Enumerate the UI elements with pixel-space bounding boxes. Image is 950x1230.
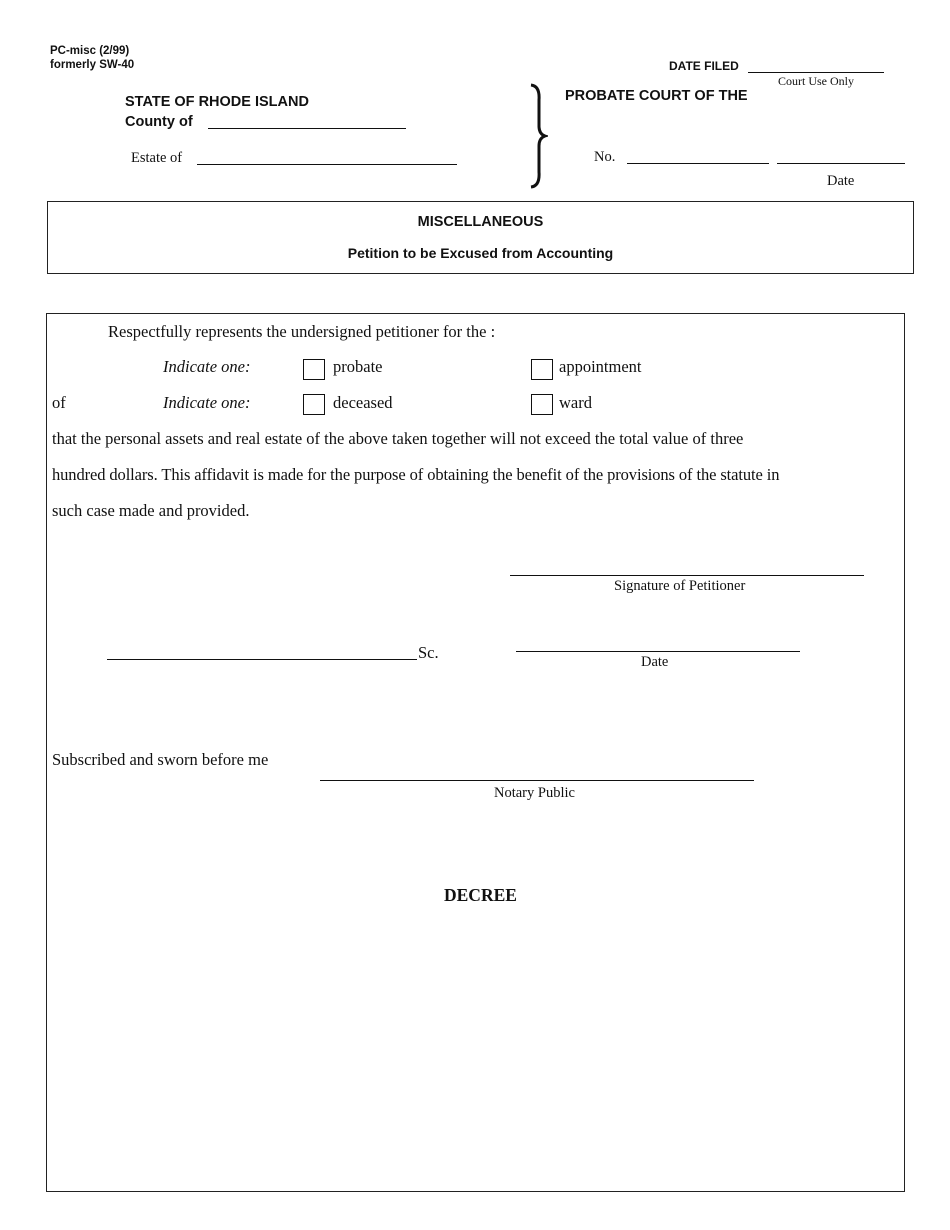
notary-label: Notary Public [494, 785, 575, 801]
form-code-line1: PC-misc (2/99) [50, 45, 130, 57]
statement-line-1: that the personal assets and real estate of the above taken together will not exceed the total value of three [52, 429, 744, 448]
form-category: MISCELLANEOUS [417, 214, 544, 230]
signature-date-label: Date [641, 654, 669, 670]
ward-checkbox[interactable] [531, 394, 553, 415]
county-label: County of [125, 114, 193, 130]
case-number-field[interactable] [627, 163, 769, 164]
state-name: STATE OF RHODE ISLAND [125, 94, 309, 110]
appointment-label: appointment [559, 357, 642, 376]
ward-label: ward [559, 393, 592, 412]
indicate-one-label-2: Indicate one: [163, 393, 251, 412]
of-label: of [52, 393, 66, 412]
title-box [47, 201, 914, 274]
county-field[interactable] [208, 128, 406, 129]
statement-line-2: hundred dollars. This affidavit is made for the purpose of obtaining the benefit of the provisions of the statute in [52, 465, 780, 484]
estate-field[interactable] [197, 164, 457, 165]
estate-label: Estate of [131, 150, 183, 166]
case-date-label: Date [827, 173, 855, 189]
deceased-checkbox[interactable] [303, 394, 325, 415]
form-code [50, 44, 134, 72]
indicate-one-label-1: Indicate one: [163, 357, 251, 376]
date-filed-label: DATE FILED [669, 59, 739, 73]
form-code-line2: formerly SW-40 [50, 59, 135, 71]
petitioner-signature-field[interactable] [510, 575, 864, 576]
court-name: PROBATE COURT OF THE [565, 88, 748, 104]
sc-label: Sc. [418, 643, 439, 662]
decree-heading: DECREE [444, 885, 517, 905]
number-label: No. [594, 149, 616, 165]
probate-label: probate [333, 357, 383, 376]
intro-text: Respectfully represents the undersigned petitioner for the : [108, 322, 496, 341]
signature-date-field[interactable] [516, 651, 800, 652]
notary-signature-field[interactable] [320, 780, 754, 781]
case-date-field[interactable] [777, 163, 905, 164]
court-use-only-label: Court Use Only [778, 74, 854, 88]
deceased-label: deceased [333, 393, 393, 412]
date-filed-field[interactable] [748, 72, 884, 73]
brace-icon [524, 82, 548, 190]
form-title: Petition to be Excused from Accounting [347, 245, 614, 261]
sworn-text: Subscribed and sworn before me [52, 750, 269, 769]
probate-checkbox[interactable] [303, 359, 325, 380]
statement-line-3: such case made and provided. [52, 501, 250, 520]
jurisdiction-field[interactable] [107, 659, 417, 660]
appointment-checkbox[interactable] [531, 359, 553, 380]
signature-label: Signature of Petitioner [614, 578, 746, 594]
